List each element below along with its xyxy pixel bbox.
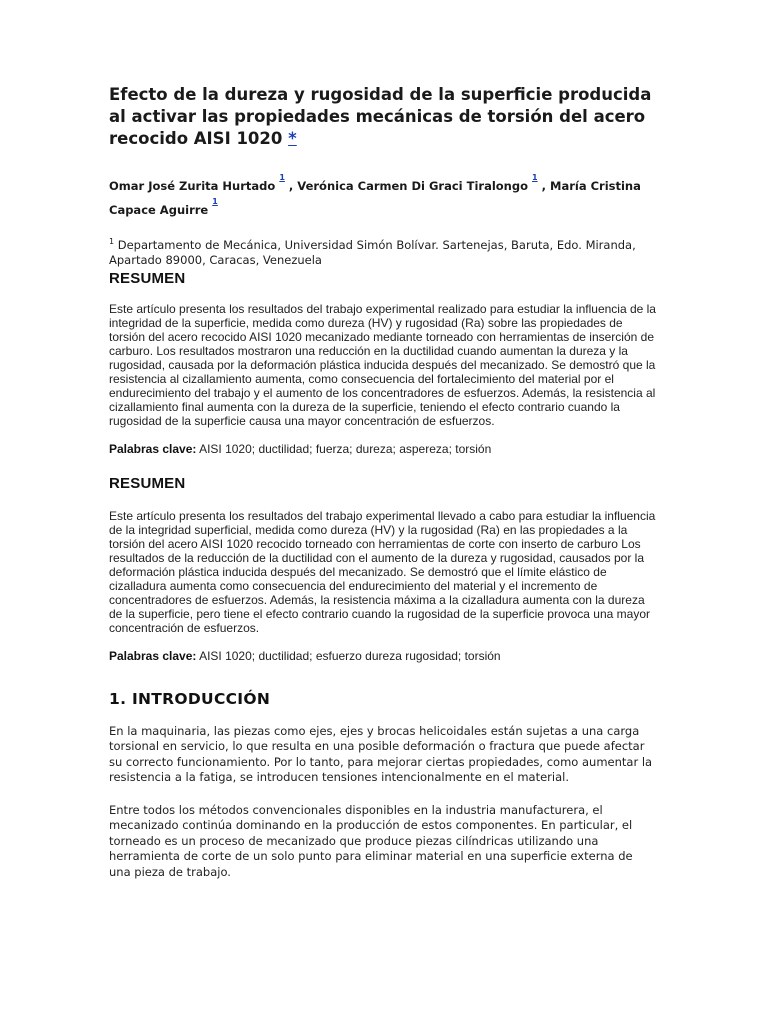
article [109,84,657,880]
keywords [109,442,657,456]
introduction-heading: 1. INTRODUCCIÓN [109,689,271,708]
affiliation-text: Departamento de Mecánica, Universidad Simón Bolívar. Sartenejas, Baruta, Edo. Miranda, Apartado 89000, Caracas, Venezuela [109,237,636,267]
keywords-text: AISI 1020; ductilidad; fuerza; dureza; aspereza; torsión [199,441,492,456]
author-name: Verónica Carmen Di Graci Tiralongo [297,178,528,193]
affiliation-link[interactable]: 1 [212,196,218,206]
abstract-heading: RESUMEN [109,474,186,492]
title-text: Efecto de la dureza y rugosidad de la superficie producida al activar las propiedades mecánicas de torsión del acero recocido AISI 1020 [109,85,652,148]
author-name: Omar José Zurita Hurtado [109,178,276,193]
keywords-label: Palabras clave: [109,648,197,663]
affiliation-marker: 1 [109,236,115,246]
keywords-text: AISI 1020; ductilidad; esfuerzo dureza rugosidad; torsión [199,648,501,663]
affiliation-link[interactable]: 1 [279,173,285,182]
abstract-body: Este artículo presenta los resultados del trabajo experimental llevado a cabo para estudiar la influencia de la integridad superficial, medida como dureza (HV) y la rugosidad (Ra) en las propiedades a la torsión del acero AISI 1020 recocido torneado con herramientas de corte con inserto de carburo Los resultados de la reducción de la ductilidad con el aumento de la dureza y rugosidad, causados por la deformación plástica inducida después del mecanizado. Se demostró que el límite elástico de cizalladura aumenta como consecuencia del endurecimiento del material y el incremento de concentradores de esfuerzos. Además, la resistencia máxima a la cizalladura aumenta con la dureza de la superficie, pero tiene el efecto contrario cuando la rugosidad de la superficie provoca una mayor concentración de esfuerzos. [109,508,656,635]
abstract-body: Este artículo presenta los resultados del trabajo experimental realizado para estudiar la influencia de la integridad de la superficie, medida como dureza (HV) y rugosidad (Ra) sobre las propiedades de torsión del acero recocido AISI 1020 mecanizado mediante torneado con herramientas de inserción de carburo. Los resultados mostraron una reducción en la ductilidad cuando aumentan la dureza y la rugosidad, causada por la deformación plástica inducida después del mecanizado. Se demostró que la resistencia al cizallamiento aumenta, como consecuencia del fortalecimiento del material por el endurecimiento del trabajo y el aumento de los concentradores de esfuerzos. Además, la resistencia al cizallamiento final aumenta con la dureza de la superficie, teniendo el efecto contrario cuando la rugosidad de la superficie causa una mayor concentración de esfuerzos. [109,301,656,428]
introduction-paragraph: Entre todos los métodos convencionales disponibles en la industria manufacturera, el mecanizado continúa dominando en la producción de estos componentes. En particular, el torneado es un proceso de mecanizado que produce piezas cilíndricas utilizando una herramienta de corte de un solo punto para eliminar material en una superficie externa de una pieza de trabajo. [109,802,633,879]
affiliation-link[interactable]: 1 [532,173,538,182]
keywords [109,649,657,663]
keywords-label: Palabras clave: [109,441,197,456]
author-list: Omar José Zurita Hurtado $^{^1}$ , Verónica Carmen Di Graci Tiralongo $^{^1}$ , María Cristina Capace Aguirre $^{^1}$ [109,173,641,217]
title-footnote-link[interactable]: * [288,129,297,148]
affiliation [109,234,657,268]
abstract-heading: RESUMEN [109,269,186,287]
introduction-paragraph: En la maquinaria, las piezas como ejes, ejes y brocas helicoidales están sujetas a una carga torsional en servicio, lo que resulta en una posible deformación o fractura que puede afectar su correcto funcionamiento. Por lo tanto, para mejorar ciertas propiedades, como aumentar la resistencia a la fatiga, se introducen tensiones intencionalmente en el material. [109,723,653,785]
author-name: María Cristina Capace Aguirre [109,178,641,217]
article-title [109,84,657,150]
